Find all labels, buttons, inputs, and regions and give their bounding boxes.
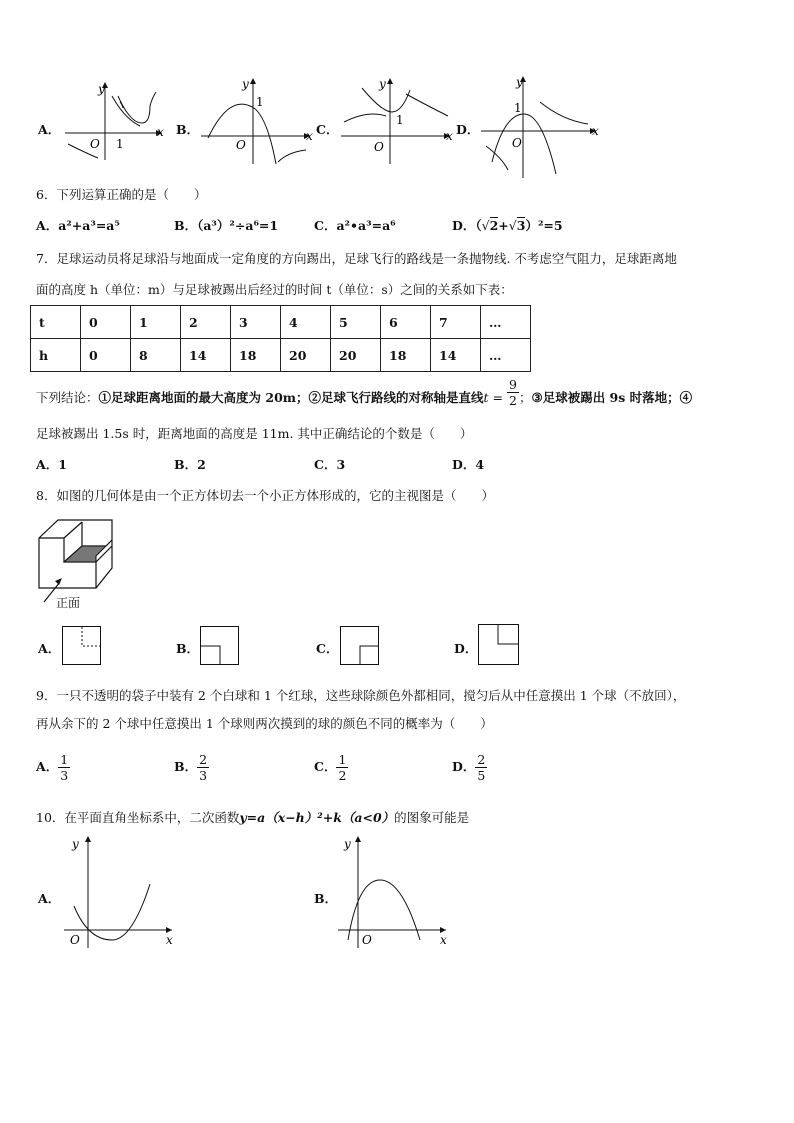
q5-c-y: y [379, 77, 386, 91]
q10-stem: 10．在平面直角坐标系中，二次函数y=a（x−h）²+k（a<0）的图象可能是 [36, 810, 470, 825]
table-cell: 1 [131, 306, 181, 339]
q7-option-c: C．3 [314, 457, 346, 472]
q8-front-label: 正面 [56, 596, 81, 610]
q5-option-c-graph [338, 76, 458, 166]
q10-option-a-label: A． [38, 891, 61, 906]
q5-a-x: x [157, 125, 164, 139]
table-row [31, 339, 531, 372]
q5-b-y: y [242, 77, 249, 91]
q6-option-d: D．（√2+√3）²=5 [452, 218, 563, 233]
q5-a-y: y [98, 82, 105, 96]
q10-option-a-graph [60, 832, 180, 950]
q7-option-a: A．1 [36, 457, 67, 472]
q5-option-d-label: D． [456, 122, 480, 137]
q5-option-b-label: B． [176, 122, 200, 137]
table-cell: 3 [231, 306, 281, 339]
table-cell: … [481, 306, 531, 339]
q5-d-one: 1 [514, 101, 522, 115]
q7-stem-line2: 面的高度 h（单位：m）与足球被踢出后经过的时间 t（单位：s）之间的关系如下表： [36, 282, 513, 297]
q5-c-origin: O [374, 140, 384, 154]
table-cell: 14 [181, 339, 231, 372]
table-cell: 7 [431, 306, 481, 339]
table-cell: 20 [331, 339, 381, 372]
table-cell: 20 [281, 339, 331, 372]
table-cell: t [31, 306, 81, 339]
q7-conclusions-line1: 下列结论：①足球距离地面的最大高度为 20m；②足球飞行路线的对称轴是直线t = $\frac{9}{2}$ ；③足球被踢出 9s 时落地；④ [36, 377, 693, 408]
table-cell: … [481, 339, 531, 372]
q10-a-x: x [166, 933, 173, 947]
q8-option-c-label: C． [316, 641, 339, 656]
q10-a-y: y [72, 837, 79, 851]
q9-stem-line1: 9．一只不透明的袋子中装有 2 个白球和 1 个红球，这些球除颜色外都相同，搅匀后从中任意摸出 1 个球（不放回）， [36, 688, 686, 703]
table-row [31, 306, 531, 339]
q5-b-one: 1 [256, 95, 264, 109]
q10-a-origin: O [70, 933, 80, 947]
q9-option-a: A． $\frac{1}{3}$ [36, 752, 69, 783]
q7-stem-line1: 7．足球运动员将足球沿与地面成一定角度的方向踢出，足球飞行的路线是一条抛物线. 不考虑空气阻力，足球距离地 [36, 251, 677, 266]
q7-option-d: D．4 [452, 457, 485, 472]
q10-option-b-graph [334, 832, 454, 950]
q8-stem: 8．如图的几何体是由一个正方体切去一个小正方体形成的，它的主视图是（ ） [36, 488, 494, 503]
q8-option-c-view [340, 626, 380, 666]
table-cell: 18 [231, 339, 281, 372]
q5-d-origin: O [512, 136, 522, 150]
q10-b-y: y [344, 837, 351, 851]
q10-b-x: x [440, 933, 447, 947]
q6-option-c: C．a²•a³=a⁶ [314, 218, 396, 233]
q9-option-c: C． $\frac{1}{2}$ [314, 752, 347, 783]
q8-option-b-label: B． [176, 641, 200, 656]
q5-option-a-graph [60, 78, 170, 162]
q9-stem-line2: 再从余下的 2 个球中任意摸出 1 个球则两次摸到的球的颜色不同的概率为（ ） [36, 716, 493, 731]
q5-d-x: x [592, 124, 599, 138]
table-cell: 8 [131, 339, 181, 372]
table-cell: 0 [81, 306, 131, 339]
q6-option-b: B．（a³）²÷a⁶=1 [174, 218, 279, 233]
q5-b-origin: O [236, 138, 246, 152]
q5-c-x: x [446, 129, 453, 143]
table-cell: 5 [331, 306, 381, 339]
q5-option-a-label: A． [38, 122, 61, 137]
q5-d-y: y [516, 75, 523, 89]
q8-option-a-label: A． [38, 641, 61, 656]
q6-stem: 6．下列运算正确的是（ ） [36, 187, 207, 202]
q5-option-d-graph [478, 74, 604, 180]
q5-a-origin: O [90, 137, 100, 151]
q7-data-table [30, 305, 531, 372]
table-cell: 2 [181, 306, 231, 339]
q8-option-d-view [478, 624, 520, 666]
q5-option-c-label: C． [316, 122, 339, 137]
table-cell: h [31, 339, 81, 372]
q9-option-d: D． $\frac{2}{5}$ [452, 752, 486, 783]
q8-option-b-view [200, 626, 240, 666]
q8-option-a-view [62, 626, 102, 666]
q5-a-one: 1 [116, 137, 124, 151]
q10-b-origin: O [362, 933, 372, 947]
q10-option-b-label: B． [314, 891, 338, 906]
q6-option-a: A．a²+a³=a⁵ [36, 218, 120, 233]
table-cell: 14 [431, 339, 481, 372]
q8-option-d-label: D． [454, 641, 478, 656]
q7-option-b: B．2 [174, 457, 206, 472]
q9-option-b: B． $\frac{2}{3}$ [174, 752, 208, 783]
table-cell: 0 [81, 339, 131, 372]
table-cell: 6 [381, 306, 431, 339]
q5-option-b-graph [198, 76, 318, 166]
q7-conclusions-line2: 足球被踢出 1.5s 时，距离地面的高度是 11m. 其中正确结论的个数是（ ） [36, 426, 473, 441]
table-cell: 18 [381, 339, 431, 372]
table-cell: 4 [281, 306, 331, 339]
q5-c-one: 1 [396, 113, 404, 127]
q5-b-x: x [306, 129, 313, 143]
